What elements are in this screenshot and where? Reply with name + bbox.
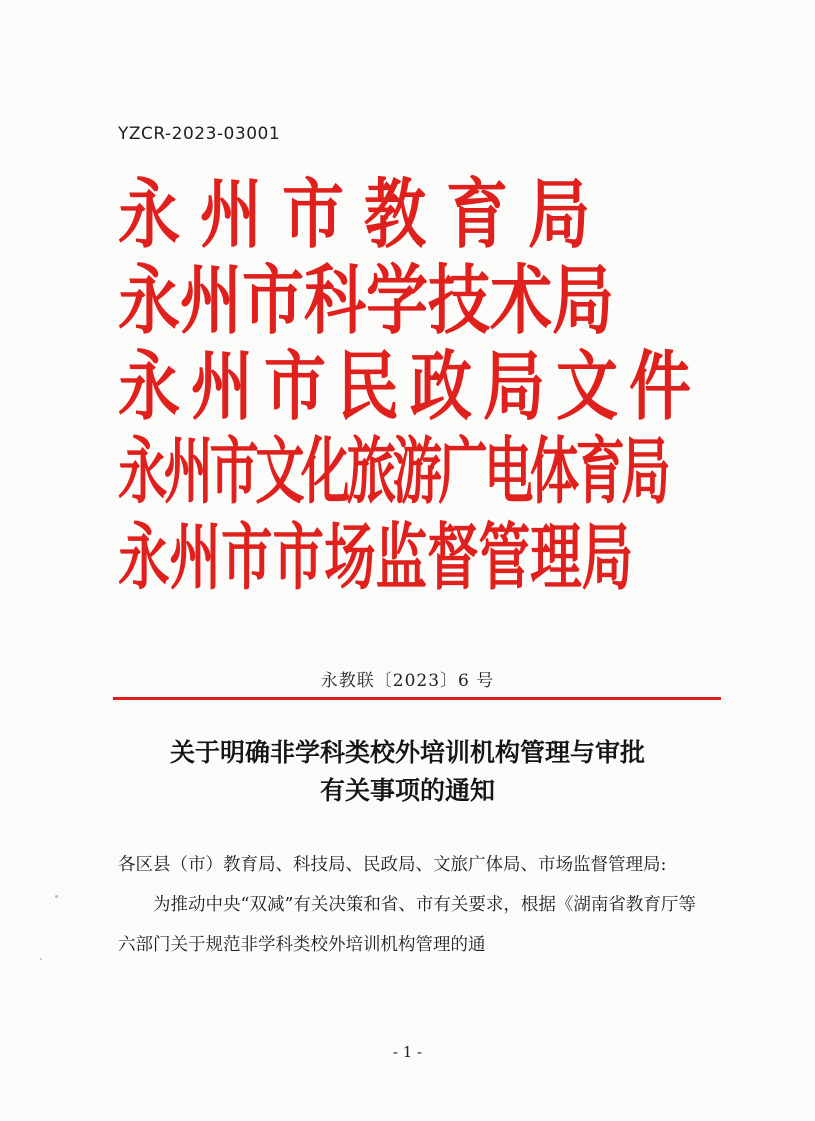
title-line-2: 有关事项的通知 [319,776,495,805]
title-line-1: 关于明确非学科类校外培训机构管理与审批 [169,738,645,767]
masthead-line-culture-tourism-bureau: 永州市文化旅游广电体育局 [118,430,668,515]
scan-speck [55,895,58,898]
masthead-line-education-bureau: 永州市教育局 [118,169,611,259]
masthead-line-science-bureau: 永州市科学技术局 [118,255,615,345]
document-number: 永教联〔2023〕6 号 [320,671,495,691]
red-divider-line [113,697,721,700]
page-number: - 1 - [392,1043,423,1061]
scan-speck [40,958,42,960]
masthead [118,169,758,602]
document-body [118,845,698,965]
document-title [0,734,815,810]
masthead-line-civil-affairs-bureau: 永州市民政局文件 [118,341,703,431]
body-paragraph: 为推动中央“双减”有关决策和省、市有关要求，根据《湖南省教育厅等六部门关于规范非学科类校外培训机构管理的通 [118,895,696,955]
masthead-line-market-regulation-bureau: 永州市市场监督管理局 [118,516,634,601]
addressees: 各区县（市）教育局、科技局、民政局、文旅广体局、市场监督管理局: [118,855,667,875]
document-code: YZCR-2023-03001 [118,124,281,144]
